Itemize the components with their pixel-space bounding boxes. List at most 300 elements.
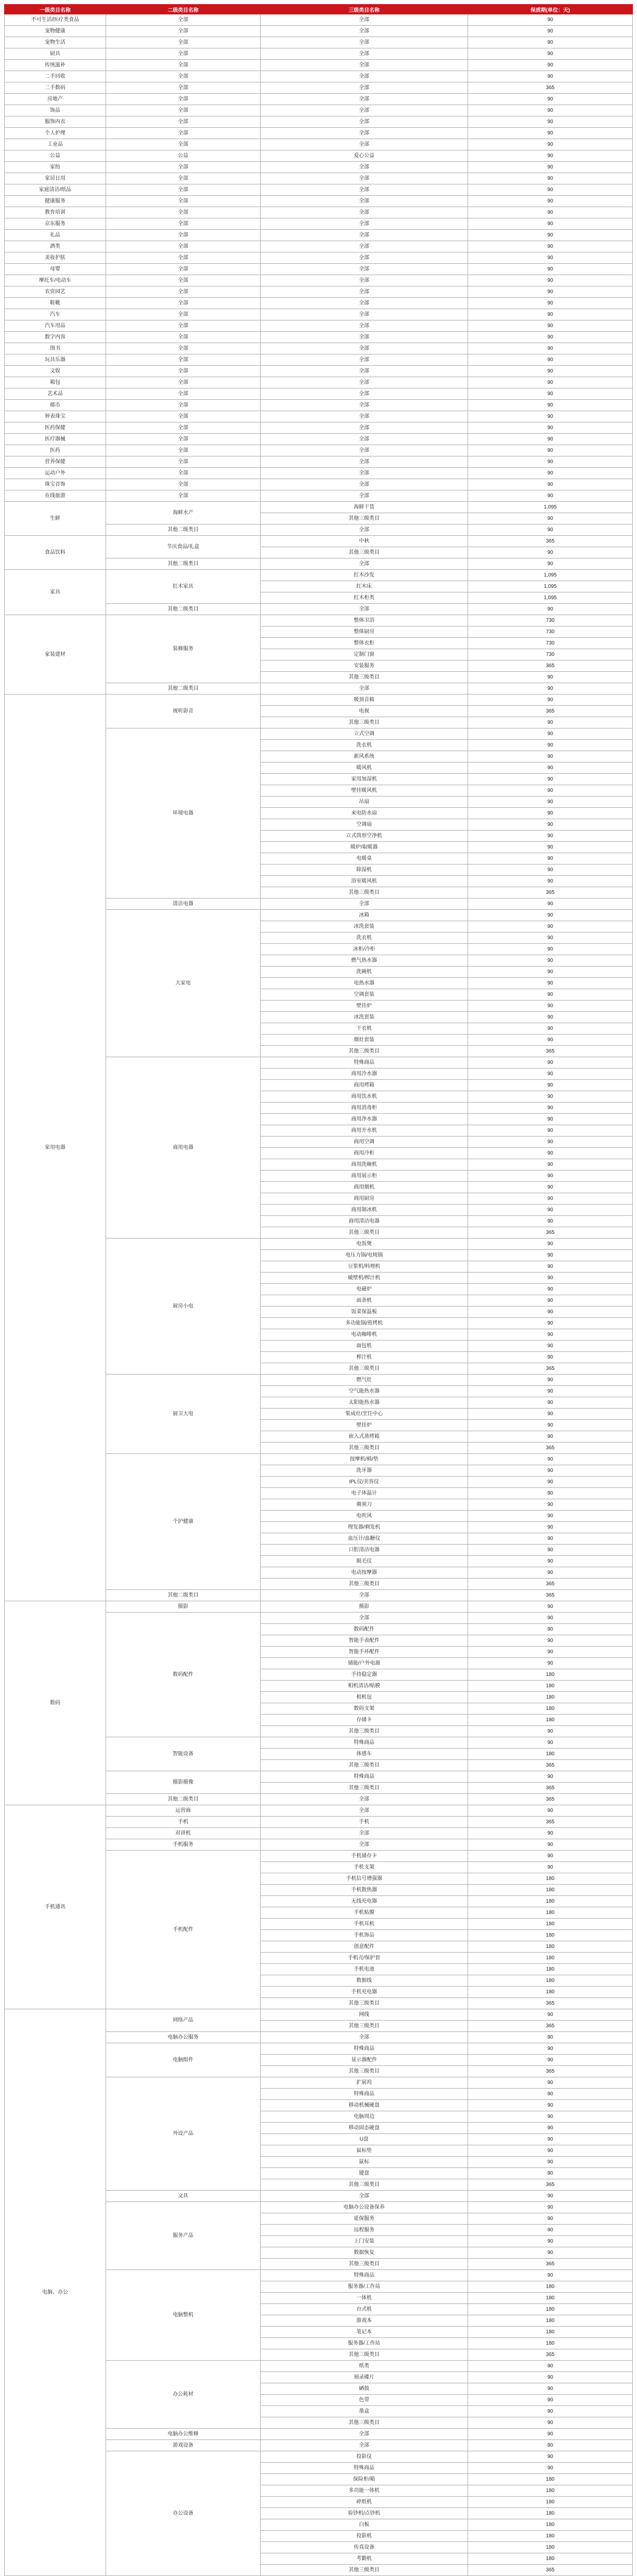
level3-category-cell: 全部 (261, 490, 468, 502)
shelf-life-cell: 365 (468, 2179, 633, 2191)
shelf-life-cell: 90 (468, 2361, 633, 2372)
level1-category-cell: 图书 (5, 343, 106, 354)
level3-category-cell: 商用烟机 (261, 1182, 468, 1193)
level2-category-cell: 全部 (106, 298, 261, 309)
level2-category-cell: 全部 (106, 332, 261, 343)
level3-category-cell: 新风系统 (261, 751, 468, 762)
level3-category-cell: 整体卫浴 (261, 615, 468, 626)
level3-category-cell: 其他三级类目 (261, 1363, 468, 1375)
shelf-life-cell: 90 (468, 14, 633, 26)
level3-category-cell: 电热水器 (261, 978, 468, 989)
shelf-life-cell: 180 (468, 2497, 633, 2508)
level3-category-cell: 全部 (261, 218, 468, 230)
level3-category-cell: 其他三级类目 (261, 547, 468, 558)
level3-category-cell: 上门安装 (261, 2236, 468, 2247)
level3-category-cell: 全部 (261, 82, 468, 94)
level1-category-cell: 手机通讯 (5, 1805, 106, 2009)
table-row (5, 286, 633, 298)
level3-category-cell: 空调套装 (261, 989, 468, 1001)
shelf-life-cell: 90 (468, 1261, 633, 1273)
shelf-life-cell: 365 (468, 1783, 633, 1794)
level3-category-cell: 全部 (261, 230, 468, 241)
level3-category-cell: 特殊商品 (261, 2463, 468, 2474)
level3-category-cell: 全部 (261, 94, 468, 105)
level3-category-cell: 全部 (261, 173, 468, 184)
shelf-life-cell: 90 (468, 1522, 633, 1533)
shelf-life-cell: 180 (468, 1681, 633, 1692)
level3-category-cell: 投影机 (261, 2531, 468, 2542)
shelf-life-cell: 90 (468, 1465, 633, 1477)
level3-category-cell: 墨盒 (261, 2406, 468, 2417)
level3-category-cell: 冰洗套装 (261, 1012, 468, 1023)
shelf-life-cell: 730 (468, 626, 633, 638)
shelf-life-cell: 365 (468, 1227, 633, 1239)
level3-category-cell: 商用厨房 (261, 1193, 468, 1205)
shelf-life-cell: 90 (468, 2417, 633, 2429)
shelf-life-cell: 90 (468, 1193, 633, 1205)
level2-category-cell: 对讲机 (106, 1828, 261, 1839)
level3-category-cell: 网线 (261, 2009, 468, 2021)
level3-category-cell: 全部 (261, 354, 468, 366)
shelf-life-cell: 90 (468, 377, 633, 388)
level3-category-cell: 商用饮水机 (261, 1091, 468, 1103)
shelf-life-cell: 90 (468, 2406, 633, 2417)
shelf-life-cell: 180 (468, 1953, 633, 1964)
shelf-life-cell: 90 (468, 1635, 633, 1647)
level3-category-cell: 商用制冰机 (261, 1205, 468, 1216)
level3-category-cell: 红木床 (261, 581, 468, 592)
level3-category-cell: 全部 (261, 604, 468, 615)
shelf-life-cell: 90 (468, 94, 633, 105)
level2-category-cell: 全部 (106, 264, 261, 275)
level3-category-cell: 储能/户外电源 (261, 1658, 468, 1669)
level3-category-cell: 创意配件 (261, 1941, 468, 1953)
shelf-life-cell: 180 (468, 2542, 633, 2553)
level2-category-cell: 全部 (106, 14, 261, 26)
level3-category-cell: 数码配件 (261, 1624, 468, 1635)
level2-category-cell: 全部 (106, 196, 261, 207)
shelf-life-cell: 730 (468, 649, 633, 660)
level2-category-cell: 手机服务 (106, 1839, 261, 1851)
shelf-life-cell: 365 (468, 1760, 633, 1771)
shelf-life-cell: 90 (468, 1533, 633, 1545)
level3-category-cell: 全部 (261, 128, 468, 139)
shelf-life-cell: 180 (468, 2485, 633, 2497)
shelf-life-cell: 365 (468, 2349, 633, 2361)
table-row (5, 241, 633, 252)
level1-category-cell: 生鲜 (5, 502, 106, 536)
level2-category-cell: 全部 (106, 48, 261, 60)
level3-category-cell: 智能手环配件 (261, 1647, 468, 1658)
table-header (5, 5, 633, 14)
level3-category-cell: 嵌入式蒸烤箱 (261, 1431, 468, 1443)
level1-category-cell: 家装建材 (5, 615, 106, 694)
level3-category-cell: 全部 (261, 1794, 468, 1805)
level3-category-cell: 燃气灶 (261, 1375, 468, 1386)
level3-category-cell: 除湿机 (261, 865, 468, 876)
level3-category-cell: 其他三级类目 (261, 1227, 468, 1239)
level3-category-cell: 笔记本 (261, 2327, 468, 2338)
level2-category-cell: 全部 (106, 479, 261, 490)
level3-category-cell: 洗碗机 (261, 967, 468, 978)
level2-category-cell: 摄影摄像 (106, 1771, 261, 1794)
level3-category-cell: 整体衣柜 (261, 638, 468, 649)
level2-category-cell: 其他二级类目 (106, 1590, 261, 1601)
shelf-life-cell: 90 (468, 683, 633, 694)
shelf-life-cell: 90 (468, 1613, 633, 1624)
level3-category-cell: 色带 (261, 2395, 468, 2406)
level3-category-cell: 远程服务 (261, 2225, 468, 2236)
level1-category-cell: 服饰内衣 (5, 116, 106, 128)
level3-category-cell: 全部 (261, 139, 468, 150)
level3-category-cell: 鼠标垫 (261, 2145, 468, 2157)
level3-category-cell: 全部 (261, 683, 468, 694)
shelf-life-cell: 180 (468, 1749, 633, 1760)
shelf-life-cell: 90 (468, 1647, 633, 1658)
level3-category-cell: 吊扇 (261, 796, 468, 808)
table-row (5, 2009, 633, 2021)
level3-category-cell: 商用冷柜 (261, 1148, 468, 1159)
level2-category-cell: 游戏设备 (106, 2440, 261, 2451)
table-row (5, 320, 633, 332)
shelf-life-cell: 180 (468, 2531, 633, 2542)
level3-category-cell: 其他三级类目 (261, 2021, 468, 2032)
shelf-life-cell: 90 (468, 1057, 633, 1069)
level3-category-cell: 洗衣机 (261, 740, 468, 751)
table-row (5, 230, 633, 241)
level3-category-cell: 延保服务 (261, 2213, 468, 2225)
level3-category-cell: 榨汁机 (261, 1352, 468, 1363)
shelf-life-cell: 365 (468, 82, 633, 94)
shelf-life-cell: 90 (468, 456, 633, 468)
shelf-life-cell: 90 (468, 1148, 633, 1159)
level2-category-cell: 电脑整机 (106, 2270, 261, 2361)
shelf-life-cell: 90 (468, 910, 633, 921)
shelf-life-cell: 90 (468, 1012, 633, 1023)
level1-category-cell: 厨具 (5, 48, 106, 60)
level3-category-cell: 暖炉/取暖器 (261, 842, 468, 853)
shelf-life-cell: 90 (468, 751, 633, 762)
level3-category-cell: 其他三级类目 (261, 2066, 468, 2077)
shelf-life-cell: 90 (468, 513, 633, 524)
level1-category-cell: 农资园艺 (5, 286, 106, 298)
level3-category-cell: 全部 (261, 434, 468, 445)
level3-category-cell: 智能手表配件 (261, 1635, 468, 1647)
shelf-life-cell: 90 (468, 1284, 633, 1295)
shelf-life-cell: 365 (468, 1998, 633, 2009)
level3-category-cell: 全部 (261, 309, 468, 320)
shelf-life-cell: 90 (468, 332, 633, 343)
level3-category-cell: 手机储存卡 (261, 1851, 468, 1862)
shelf-life-cell: 90 (468, 2134, 633, 2145)
shelf-life-cell: 90 (468, 1273, 633, 1284)
level2-category-cell: 全部 (106, 422, 261, 434)
shelf-life-cell: 90 (468, 2157, 633, 2168)
shelf-life-cell: 365 (468, 536, 633, 547)
shelf-life-cell: 90 (468, 1352, 633, 1363)
table-row (5, 162, 633, 173)
level3-category-cell: 电脑办公设备保养 (261, 2202, 468, 2213)
level2-category-cell: 环境电器 (106, 728, 261, 899)
level1-category-cell: 宠物健康 (5, 26, 106, 37)
shelf-life-cell: 180 (468, 1975, 633, 1987)
table-row (5, 37, 633, 48)
level3-category-cell: 全部 (261, 116, 468, 128)
level3-category-cell: 面条机 (261, 1295, 468, 1307)
shelf-life-cell: 90 (468, 2440, 633, 2451)
level2-category-cell: 网络产品 (106, 2009, 261, 2032)
shelf-life-cell: 90 (468, 717, 633, 728)
level3-category-cell: 显示器配件 (261, 2055, 468, 2066)
shelf-life-cell: 90 (468, 876, 633, 887)
shelf-life-cell: 90 (468, 1511, 633, 1522)
level3-category-cell: 全部 (261, 298, 468, 309)
level1-category-cell: 家庭清洁/纸品 (5, 184, 106, 196)
level3-category-cell: 全部 (261, 468, 468, 479)
shelf-life-cell: 90 (468, 48, 633, 60)
level3-category-cell: 服务器/工作站 (261, 2281, 468, 2293)
table-row (5, 456, 633, 468)
level2-category-cell: 全部 (106, 377, 261, 388)
shelf-life-cell: 90 (468, 1001, 633, 1012)
level3-category-cell: 键盘 (261, 2168, 468, 2179)
level1-category-cell: 京东服务 (5, 218, 106, 230)
level1-category-cell: 家具 (5, 570, 106, 615)
level3-category-cell: 其他三级类目 (261, 1760, 468, 1771)
level2-category-cell: 个护健康 (106, 1454, 261, 1590)
table-row (5, 411, 633, 422)
level3-category-cell: 体感车 (261, 1749, 468, 1760)
level3-category-cell: 其他三级类目 (261, 1783, 468, 1794)
shelf-life-cell: 90 (468, 921, 633, 933)
shelf-life-cell: 90 (468, 978, 633, 989)
shelf-life-cell: 90 (468, 728, 633, 740)
level1-category-cell: 在线旅游 (5, 490, 106, 502)
shelf-life-cell: 90 (468, 275, 633, 286)
shelf-life-cell: 90 (468, 2451, 633, 2463)
table-row (5, 196, 633, 207)
shelf-life-cell: 365 (468, 2565, 633, 2576)
shelf-life-cell: 90 (468, 1851, 633, 1862)
level3-category-cell: 商用净水器 (261, 1114, 468, 1125)
table-row (5, 71, 633, 82)
level3-category-cell: 电动咖啡机 (261, 1329, 468, 1341)
level3-category-cell: 全部 (261, 2032, 468, 2043)
shelf-life-cell: 90 (468, 2202, 633, 2213)
shelf-life-cell: 90 (468, 241, 633, 252)
shelf-life-cell: 90 (468, 286, 633, 298)
table-row (5, 377, 633, 388)
shelf-life-cell: 180 (468, 1885, 633, 1896)
level1-category-cell: 家纺 (5, 162, 106, 173)
shelf-life-cell: 90 (468, 1397, 633, 1409)
level2-category-cell: 大家电 (106, 910, 261, 1057)
level3-category-cell: 定制门窗 (261, 649, 468, 660)
shelf-life-cell: 90 (468, 853, 633, 865)
shelf-life-cell: 90 (468, 1329, 633, 1341)
level2-category-cell: 手机 (106, 1817, 261, 1828)
level2-category-cell: 全部 (106, 354, 261, 366)
shelf-life-cell: 90 (468, 1171, 633, 1182)
shelf-life-cell: 90 (468, 1137, 633, 1148)
shelf-life-cell: 90 (468, 434, 633, 445)
table-row (5, 1601, 633, 1613)
table-row (5, 82, 633, 94)
shelf-life-cell: 90 (468, 2372, 633, 2383)
level1-category-cell: 二手数码 (5, 82, 106, 94)
shelf-life-cell: 365 (468, 706, 633, 717)
level2-category-cell: 全部 (106, 286, 261, 298)
level3-category-cell: 壁挂炉 (261, 1001, 468, 1012)
level2-category-cell: 办公设备 (106, 2451, 261, 2576)
level2-category-cell: 手机配件 (106, 1851, 261, 2009)
header-level2-category: 二级类目名称 (106, 5, 261, 14)
level3-category-cell: 全部 (261, 105, 468, 116)
level1-category-cell: 传统滋补 (5, 60, 106, 71)
shelf-life-cell: 365 (468, 1363, 633, 1375)
shelf-life-cell: 90 (468, 1862, 633, 1873)
table-row (5, 354, 633, 366)
level3-category-cell: 海鲜干货 (261, 502, 468, 513)
shelf-life-cell: 90 (468, 785, 633, 796)
table-row (5, 434, 633, 445)
level3-category-cell: 考勤机 (261, 2553, 468, 2565)
shelf-life-cell: 180 (468, 1703, 633, 1715)
level1-category-cell: 玩具乐器 (5, 354, 106, 366)
shelf-life-cell: 90 (468, 1771, 633, 1783)
shelf-life-cell: 90 (468, 1103, 633, 1114)
level2-category-cell: 全部 (106, 218, 261, 230)
level2-category-cell: 其他二级类目 (106, 1794, 261, 1805)
level1-category-cell: 不可生活/医疗类食品 (5, 14, 106, 26)
level3-category-cell: 暖风机 (261, 762, 468, 774)
shelf-life-cell: 1,095 (468, 581, 633, 592)
level2-category-cell: 全部 (106, 37, 261, 48)
shelf-life-cell: 180 (468, 2315, 633, 2327)
level3-category-cell: 全部 (261, 320, 468, 332)
shelf-life-cell: 90 (468, 2009, 633, 2021)
shelf-life-cell: 90 (468, 2055, 633, 2066)
shelf-life-cell: 180 (468, 2508, 633, 2519)
level1-category-cell: 教育培训 (5, 207, 106, 218)
header-shelf-life-days: 保质期(单位：天) (468, 5, 633, 14)
shelf-life-cell: 90 (468, 196, 633, 207)
shelf-life-cell: 90 (468, 2236, 633, 2247)
level1-category-cell: 医药 (5, 445, 106, 456)
shelf-life-cell: 90 (468, 1386, 633, 1397)
level2-category-cell: 其他二级类目 (106, 683, 261, 694)
level3-category-cell: 全部 (261, 456, 468, 468)
level3-category-cell: 壁挂炉 (261, 1420, 468, 1431)
shelf-life-cell: 90 (468, 173, 633, 184)
level1-category-cell: 珠宝首饰 (5, 479, 106, 490)
shelf-life-cell: 90 (468, 37, 633, 48)
level3-category-cell: 全部 (261, 400, 468, 411)
level3-category-cell: 全部 (261, 1590, 468, 1601)
level1-category-cell: 摩托车/电动车 (5, 275, 106, 286)
table-row (5, 105, 633, 116)
shelf-life-cell: 90 (468, 944, 633, 955)
shelf-life-cell: 180 (468, 1692, 633, 1703)
table-row (5, 60, 633, 71)
shelf-life-cell: 180 (468, 2519, 633, 2531)
level2-category-cell: 全部 (106, 26, 261, 37)
level3-category-cell: 电磁炉 (261, 1284, 468, 1295)
level3-category-cell: 特殊商品 (261, 2089, 468, 2100)
shelf-life-cell: 90 (468, 967, 633, 978)
shelf-life-cell: 90 (468, 2383, 633, 2395)
shelf-life-cell: 90 (468, 1035, 633, 1046)
level3-category-cell: 全部 (261, 411, 468, 422)
shelf-life-cell: 90 (468, 1488, 633, 1499)
level3-category-cell: 其他三级类目 (261, 887, 468, 899)
level3-category-cell: 碎纸机 (261, 2497, 468, 2508)
level1-category-cell: 汽车用品 (5, 320, 106, 332)
level3-category-cell: 壁挂暖风机 (261, 785, 468, 796)
level3-category-cell: 立式空调 (261, 728, 468, 740)
shelf-life-cell: 90 (468, 1125, 633, 1137)
level3-category-cell: 红木柜类 (261, 592, 468, 604)
level2-category-cell: 其他二级类目 (106, 524, 261, 536)
table-body (5, 14, 633, 2576)
level3-category-cell: 其他三级类目 (261, 1579, 468, 1590)
shelf-life-cell: 90 (468, 354, 633, 366)
level3-category-cell: 投影仪 (261, 2451, 468, 2463)
level3-category-cell: 其他三级类目 (261, 2179, 468, 2191)
level2-category-cell: 全部 (106, 468, 261, 479)
level3-category-cell: 手机支架 (261, 1862, 468, 1873)
level3-category-cell: 商用开水机 (261, 1125, 468, 1137)
level3-category-cell: 移动固态硬盘 (261, 2123, 468, 2134)
level3-category-cell: 全部 (261, 48, 468, 60)
level2-category-cell: 全部 (106, 445, 261, 456)
shelf-life-cell: 90 (468, 320, 633, 332)
level2-category-cell: 全部 (106, 320, 261, 332)
level3-category-cell: 特殊商品 (261, 1737, 468, 1749)
shelf-life-cell: 90 (468, 1839, 633, 1851)
shelf-life-cell: 90 (468, 2225, 633, 2236)
level3-category-cell: 特殊商品 (261, 2270, 468, 2281)
table-row (5, 570, 633, 581)
shelf-life-cell: 90 (468, 604, 633, 615)
table-row (5, 694, 633, 706)
level2-category-cell: 装修服务 (106, 615, 261, 683)
shelf-life-cell: 90 (468, 1182, 633, 1193)
shelf-life-cell: 90 (468, 490, 633, 502)
level3-category-cell: 硒鼓 (261, 2383, 468, 2395)
shelf-life-cell: 90 (468, 2145, 633, 2157)
shelf-life-cell: 90 (468, 899, 633, 910)
header-level1-category: 一级类目名称 (5, 5, 106, 14)
level3-category-cell: 全部 (261, 14, 468, 26)
level1-category-cell: 医药保健 (5, 422, 106, 434)
shelf-life-cell: 90 (468, 831, 633, 842)
level2-category-cell: 全部 (106, 275, 261, 286)
level1-category-cell: 汽车 (5, 309, 106, 320)
header-level3-category: 三级类目名称 (261, 5, 468, 14)
level3-category-cell: 摄影 (261, 1601, 468, 1613)
level2-category-cell: 全部 (106, 241, 261, 252)
shelf-life-cell: 90 (468, 207, 633, 218)
level2-category-cell: 电脑办公服务 (106, 2032, 261, 2043)
level2-category-cell: 外设产品 (106, 2077, 261, 2191)
level3-category-cell: 全部 (261, 2429, 468, 2440)
level3-category-cell: 空调扇 (261, 819, 468, 831)
level1-category-cell: 个人护理 (5, 128, 106, 139)
level2-category-cell: 电脑组件 (106, 2043, 261, 2077)
level3-category-cell: 游戏本 (261, 2315, 468, 2327)
level2-category-cell: 清洁电器 (106, 899, 261, 910)
